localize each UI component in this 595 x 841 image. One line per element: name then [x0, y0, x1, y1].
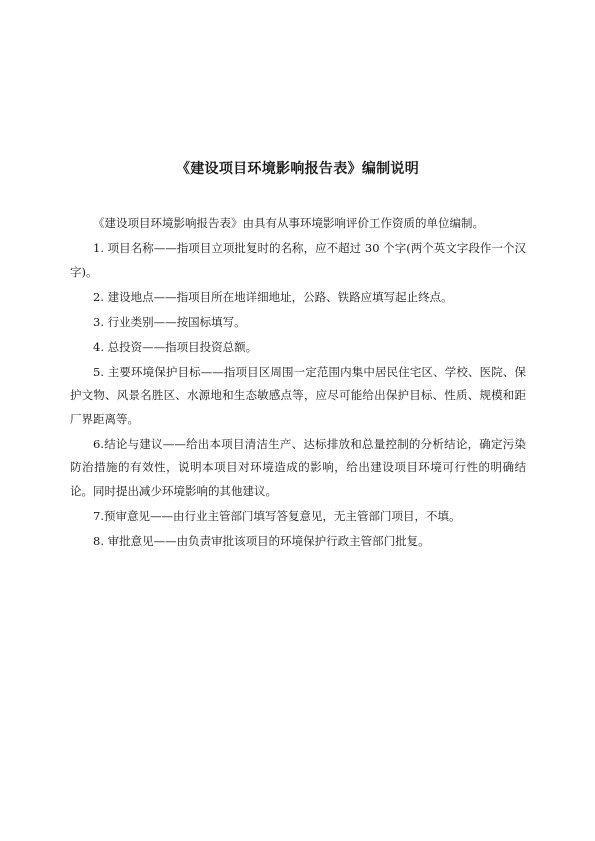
paragraph-item-3: 3. 行业类别——按国标填写。 [93, 314, 246, 329]
paragraph-item-1: 1. 项目名称——指项目立项批复时的名称，应不超过 30 个字(两个英文字段作一个汉字)。 [70, 241, 526, 279]
paragraph-intro: 《建设项目环境影响报告表》由具有从事环境影响评价工作资质的单位编制。 [93, 216, 484, 230]
document-body [70, 212, 526, 555]
paragraph-item-8: 8. 审批意见——由负责审批该项目的环境保护行政主管部门批复。 [93, 533, 430, 548]
paragraph-item-6: 6.结论与建议——给出本项目清洁生产、达标排放和总量控制的分析结论，确定污染防治措施的有效性，说明本项目对环境造成的影响，给出建设项目环境可行性的明确结论。同时提出减少环境影响的其他建议。 [70, 436, 526, 498]
paragraph-item-5: 5. 主要环境保护目标——指项目区周围一定范围内集中居民住宅区、学校、医院、保护文物、风景名胜区、水源地和生态敏感点等，应尽可能给出保护目标、性质、规模和距厂界距离等。 [70, 364, 526, 426]
document-title: 《建设项目环境影响报告表》编制说明 [175, 161, 420, 177]
paragraph-item-4: 4. 总投资——指项目投资总额。 [93, 339, 258, 354]
paragraph-item-7: 7.预审意见——由行业主管部门填写答复意见，无主管部门项目，不填。 [93, 508, 461, 523]
paragraph-item-2: 2. 建设地点——指项目所在地详细地址，公路、铁路应填写起止终点。 [93, 289, 453, 304]
